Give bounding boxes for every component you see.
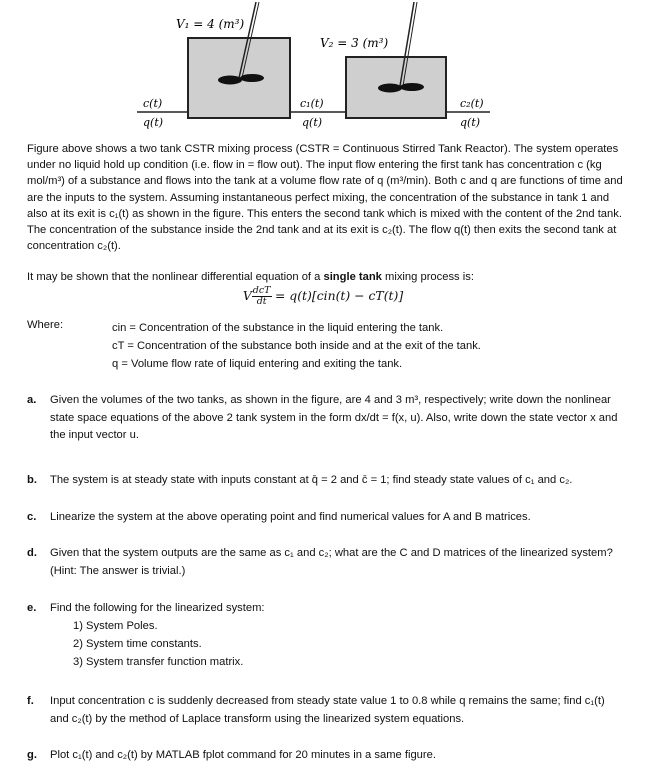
list-item: 3) System transfer function matrix. (73, 655, 244, 668)
mid-c-label: c₁(t) (300, 97, 324, 110)
where-label: Where: (27, 319, 64, 331)
definition-cin: cin = Concentration of the substance in the liquid entering the tank. (112, 322, 444, 334)
tank-2-volume-label: V₂ = 3 (m³) (320, 36, 389, 50)
list-item: 2) System time constants. (73, 637, 202, 650)
outlet-q-label: q(t) (460, 116, 481, 129)
single-tank-intro: It may be shown that the nonlinear differential equation of a single tank mixing process is: (27, 271, 474, 283)
mid-q-label: q(t) (302, 116, 323, 129)
intro-paragraph: Figure above shows a two tank CSTR mixing process (CSTR = Continuous Stirred Tank Reactor). The system operates under no liquid hold up condition (i.e. flow in = flow out). The input flow entering the first tank has concentration c (kg mol/m³) of a substance and flows into the tank at a volume flow rate of q (m³/min). Both c and q are functions of time and are the inputs to the system. Assuming instantaneous perfect mixing, the concentration of the substance in tank 1 and also at its exit is c₁(t) as shown in the figure. This enters the second tank which is mixed with the content of the 2nd tank. The concentration of the substance inside the 2nd tank and at its exit is c₂(t). The flow q(t) then exits the second tank at concentration c₂(t). (27, 143, 623, 253)
tank-equation: V $\frac{\text{dcT}}{dt}$ = q(t)[cin(t) − cT(t)] (242, 285, 404, 307)
definitions (112, 319, 481, 373)
tank-1-volume-label: V₁ = 4 (m³) (176, 17, 245, 31)
stirrer-2-blade (378, 84, 402, 93)
derivative-fraction: $\frac{\text{dcT}}{dt}$ (252, 285, 271, 307)
outlet-c-label: c₂(t) (460, 97, 484, 110)
two-tank-figure (0, 0, 646, 140)
inlet-c-label: c(t) (143, 97, 163, 110)
definition-ct: cT = Concentration of the substance both inside and at the exit of the tank. (112, 340, 481, 352)
question-e-items (73, 618, 473, 671)
definition-q: q = Volume flow rate of liquid entering and exiting the tank. (112, 358, 403, 370)
inlet-q-label: q(t) (143, 116, 164, 129)
stirrer-1-blade (218, 76, 242, 85)
list-item: 1) System Poles. (73, 620, 158, 632)
